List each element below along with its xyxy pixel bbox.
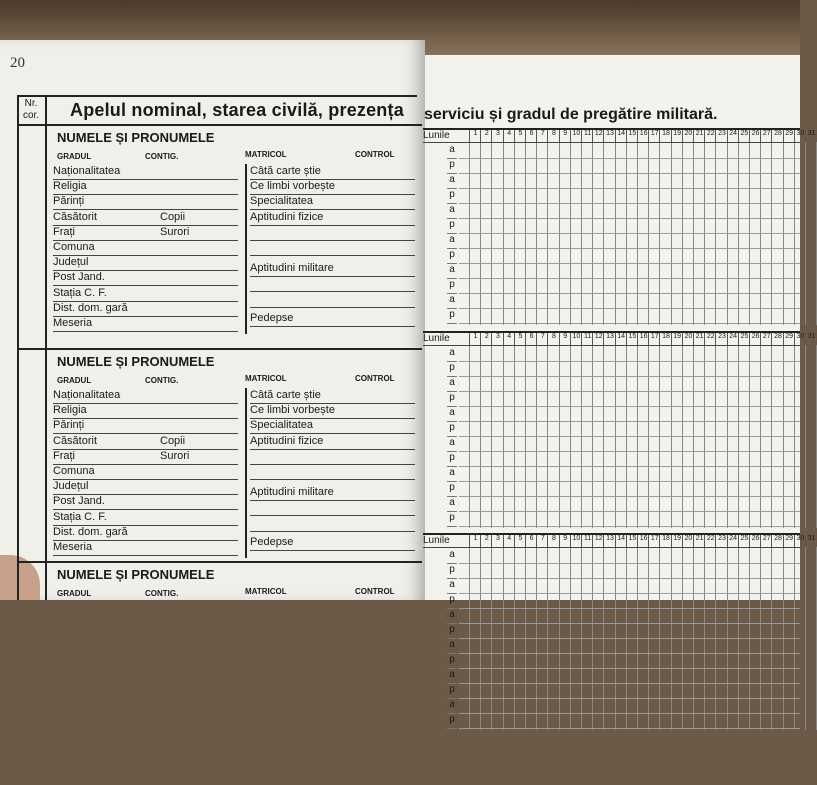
grid-row-line	[459, 698, 800, 699]
left-field-row	[53, 540, 238, 556]
grid-top-border	[423, 331, 800, 333]
control-label: CONTROL	[355, 587, 395, 596]
left-field-row	[53, 525, 238, 541]
grid-row-line	[459, 713, 800, 714]
day-number: 9	[559, 535, 571, 547]
grid-row-line	[459, 728, 800, 729]
left-field-label: Județul	[53, 256, 89, 269]
name-label: NUMELE ȘI PRONUMELE	[57, 354, 215, 369]
right-field-label: Câtă carte știe	[250, 389, 321, 401]
right-field-row	[250, 485, 415, 501]
day-number: 29	[783, 535, 795, 547]
left-field-row	[53, 449, 238, 465]
left-field-row	[53, 316, 238, 332]
matricol-label: MATRICOL	[245, 587, 287, 596]
day-number: 4	[503, 535, 515, 547]
left-field-label: Județul	[53, 480, 89, 493]
ap-cell: p	[447, 564, 457, 579]
grid-row-line	[459, 593, 800, 594]
grid-row-line	[459, 481, 800, 482]
day-number: 22	[704, 333, 716, 345]
right-field-row	[250, 535, 415, 551]
day-number: 28	[771, 535, 783, 547]
left-field-row	[53, 403, 238, 419]
left-field-row	[53, 164, 238, 180]
ap-cell: a	[447, 437, 457, 452]
day-number: 2	[480, 130, 492, 142]
day-number: 27	[760, 333, 772, 345]
ap-cell: a	[447, 264, 457, 279]
left-field-label: Meseria	[53, 317, 93, 329]
day-number: 10	[570, 535, 582, 547]
left-field-row	[53, 286, 238, 302]
record-block	[45, 565, 420, 785]
left-field-label: Naționalitatea	[53, 389, 121, 401]
matricol-label: MATRICOL	[245, 374, 287, 383]
left-field-row	[53, 479, 238, 495]
left-field-label: Religia	[53, 180, 87, 193]
left-field-label: Meseria	[53, 541, 93, 553]
day-number: 5	[514, 333, 526, 345]
right-field-row	[250, 500, 415, 516]
grid-row-line	[459, 683, 800, 684]
grid-row-line	[459, 406, 800, 407]
day-number: 30	[794, 535, 806, 547]
day-number: 21	[693, 535, 705, 547]
right-field-row	[250, 225, 415, 241]
ap-cell: p	[447, 392, 457, 407]
ap-cell: p	[447, 422, 457, 437]
ap-cell: a	[447, 549, 457, 564]
page-number: 20	[10, 55, 25, 71]
left-field-label: Comuna	[53, 465, 95, 477]
left-field-label: Dist. dom. gară	[53, 525, 128, 538]
day-number: 23	[715, 130, 727, 142]
ap-cell: p	[447, 482, 457, 497]
grid-row-line	[459, 436, 800, 437]
day-number: 19	[671, 130, 683, 142]
ap-cell: p	[447, 159, 457, 174]
day-number: 26	[749, 333, 761, 345]
day-number: 1	[469, 535, 481, 547]
ap-cell: a	[447, 144, 457, 159]
day-number: 12	[592, 333, 604, 345]
day-number: 30	[794, 333, 806, 345]
day-number: 16	[637, 130, 649, 142]
day-number: 10	[570, 333, 582, 345]
left-field-label: Căsătorit	[53, 434, 98, 447]
ap-cell: a	[447, 609, 457, 624]
right-field-row	[250, 179, 415, 195]
grid-row-line	[459, 263, 800, 264]
day-number: 9	[559, 130, 571, 142]
day-number: 29	[783, 333, 795, 345]
right-field-label: Ce limbi vorbește	[250, 404, 335, 417]
left-field-label: Căsătorit	[53, 210, 98, 223]
ap-cell: p	[447, 189, 457, 204]
gradul-label: GRADUL	[57, 152, 92, 161]
day-number: 24	[727, 535, 739, 547]
day-number: 6	[525, 535, 537, 547]
left-field-row	[53, 494, 238, 510]
block-separator	[17, 561, 422, 563]
day-number: 24	[727, 130, 739, 142]
block-separator	[17, 124, 422, 126]
field-divider	[245, 388, 247, 558]
grid-row-line	[459, 361, 800, 362]
grid-row-line	[459, 466, 800, 467]
grid-row-line	[459, 563, 800, 564]
grid-top-border	[423, 128, 800, 130]
day-number: 9	[559, 333, 571, 345]
day-number: 23	[715, 333, 727, 345]
left-field-label: Comuna	[53, 241, 95, 253]
day-number: 3	[491, 130, 503, 142]
right-field-label: Specialitatea	[250, 195, 313, 208]
left-field-row	[53, 240, 238, 256]
grid-row-line	[459, 578, 800, 579]
day-number: 16	[637, 333, 649, 345]
left-field-label: Părinți	[53, 195, 85, 208]
control-label: CONTROL	[355, 150, 395, 159]
page-title-left: Apelul nominal, starea civilă, prezența	[70, 100, 404, 120]
lunile-label: Lunile	[423, 333, 450, 344]
ap-cell: p	[447, 219, 457, 234]
day-number: 12	[592, 535, 604, 547]
ap-cell: a	[447, 467, 457, 482]
grid-row-line	[459, 653, 800, 654]
day-number: 25	[738, 130, 750, 142]
record-block	[45, 128, 420, 348]
left-field-label: Post Jand.	[53, 271, 105, 284]
day-number: 5	[514, 535, 526, 547]
right-field-row	[250, 194, 415, 210]
right-field-row	[250, 164, 415, 180]
day-number: 7	[536, 535, 548, 547]
attendance-grid	[423, 535, 816, 730]
ap-cell: a	[447, 497, 457, 512]
right-field-row	[250, 516, 415, 532]
contig-label: CONTIG.	[145, 376, 179, 385]
day-number: 31	[805, 130, 817, 142]
grid-row-line	[459, 496, 800, 497]
day-number: 20	[682, 535, 694, 547]
right-field-label: Pedepse	[250, 535, 294, 548]
right-field-row	[250, 311, 415, 327]
day-number: 26	[749, 130, 761, 142]
grid-row-line	[459, 173, 800, 174]
right-field-label: Specialitatea	[250, 419, 313, 432]
left-field-label: Frați	[53, 449, 75, 462]
day-number: 15	[626, 130, 638, 142]
day-number: 1	[469, 130, 481, 142]
grid-column-line	[805, 142, 806, 325]
day-number: 12	[592, 130, 604, 142]
day-number: 7	[536, 333, 548, 345]
ap-cell: a	[447, 377, 457, 392]
ap-cell: a	[447, 234, 457, 249]
left-field-row	[53, 418, 238, 434]
ap-cell: p	[447, 684, 457, 699]
ap-cell: p	[447, 279, 457, 294]
ap-cell: a	[447, 204, 457, 219]
day-number: 18	[659, 333, 671, 345]
right-field-row	[250, 240, 415, 256]
block-separator	[17, 348, 422, 350]
grid-row-line	[459, 293, 800, 294]
ap-cell: p	[447, 249, 457, 264]
attendance-grid	[423, 130, 816, 325]
right-field-row	[250, 261, 415, 277]
contig-label: CONTIG.	[145, 152, 179, 161]
ap-cell: p	[447, 624, 457, 639]
day-number: 10	[570, 130, 582, 142]
right-field-row	[250, 388, 415, 404]
day-number: 28	[771, 333, 783, 345]
grid-row-line	[459, 248, 800, 249]
ap-cell: p	[447, 309, 457, 324]
contig-label: CONTIG.	[145, 589, 179, 598]
ap-cell: a	[447, 174, 457, 189]
day-number: 29	[783, 130, 795, 142]
day-number: 6	[525, 130, 537, 142]
ap-cell: a	[447, 669, 457, 684]
day-number: 4	[503, 130, 515, 142]
grid-row-line	[459, 623, 800, 624]
right-field-row	[250, 403, 415, 419]
ap-cell: p	[447, 654, 457, 669]
day-number: 27	[760, 535, 772, 547]
day-number: 2	[480, 535, 492, 547]
grid-top-border	[423, 533, 800, 535]
grid-row-line	[459, 323, 800, 324]
grid-row-line	[459, 391, 800, 392]
attendance-grid	[423, 333, 816, 528]
grid-row-line	[459, 376, 800, 377]
left-field-row	[53, 255, 238, 271]
gradul-label: GRADUL	[57, 376, 92, 385]
day-number: 17	[648, 130, 660, 142]
day-number: 3	[491, 333, 503, 345]
day-number: 13	[603, 333, 615, 345]
day-number: 8	[547, 535, 559, 547]
day-number: 23	[715, 535, 727, 547]
grid-row-line	[459, 218, 800, 219]
day-number: 19	[671, 535, 683, 547]
left-field-label: Stația C. F.	[53, 510, 107, 523]
day-number: 14	[615, 535, 627, 547]
left-field-row	[53, 194, 238, 210]
ap-cell: p	[447, 362, 457, 377]
ap-cell: p	[447, 452, 457, 467]
grid-column-line	[805, 547, 806, 730]
grid-header-line	[423, 142, 800, 143]
surori-label: Surori	[160, 225, 190, 238]
day-number: 8	[547, 333, 559, 345]
copii-label: Copii	[160, 434, 186, 447]
grid-row-line	[459, 308, 800, 309]
ap-cell: a	[447, 294, 457, 309]
right-field-label: Pedepse	[250, 311, 294, 324]
right-field-row	[250, 418, 415, 434]
ap-cell: p	[447, 512, 457, 527]
ap-cell: a	[447, 639, 457, 654]
left-field-label: Naționalitatea	[53, 165, 121, 177]
grid-header-line	[423, 345, 800, 346]
left-field-row	[53, 179, 238, 195]
nr-cor-header: Nr. cor.	[22, 98, 40, 121]
ap-cell: a	[447, 579, 457, 594]
day-number: 13	[603, 130, 615, 142]
day-number: 6	[525, 333, 537, 345]
lunile-label: Lunile	[423, 130, 450, 141]
surori-label: Surori	[160, 449, 190, 462]
day-number: 20	[682, 333, 694, 345]
grid-column-line	[805, 345, 806, 528]
day-number: 25	[738, 535, 750, 547]
day-number: 18	[659, 535, 671, 547]
ap-cell: p	[447, 714, 457, 729]
day-number: 18	[659, 130, 671, 142]
left-field-row	[53, 301, 238, 317]
right-field-row	[250, 434, 415, 450]
day-number: 11	[581, 130, 593, 142]
right-field-row	[250, 449, 415, 465]
right-field-label: Ce limbi vorbește	[250, 180, 335, 193]
day-number: 5	[514, 130, 526, 142]
left-field-row	[53, 270, 238, 286]
right-field-row	[250, 464, 415, 480]
grid-header-line	[423, 547, 800, 548]
day-number: 16	[637, 535, 649, 547]
right-field-label: Aptitudini fizice	[250, 210, 324, 223]
day-number: 24	[727, 333, 739, 345]
day-number: 7	[536, 130, 548, 142]
field-divider	[245, 164, 247, 334]
grid-row-line	[459, 451, 800, 452]
right-field-label: Aptitudini fizice	[250, 434, 324, 447]
right-field-label: Aptitudini militare	[250, 486, 334, 499]
day-number: 31	[805, 535, 817, 547]
grid-row-line	[459, 668, 800, 669]
day-number: 13	[603, 535, 615, 547]
left-field-row	[53, 464, 238, 480]
grid-row-line	[459, 158, 800, 159]
left-field-row	[53, 510, 238, 526]
grid-row-line	[459, 188, 800, 189]
day-number: 20	[682, 130, 694, 142]
left-field-row	[53, 434, 238, 450]
name-label: NUMELE ȘI PRONUMELE	[57, 567, 215, 582]
grid-row-line	[459, 421, 800, 422]
page-title-right: serviciu și gradul de pregătire militară.	[424, 106, 718, 123]
grid-row-line	[459, 638, 800, 639]
day-number: 14	[615, 130, 627, 142]
left-field-row	[53, 225, 238, 241]
day-number: 22	[704, 535, 716, 547]
gradul-label: GRADUL	[57, 589, 92, 598]
left-field-label: Stația C. F.	[53, 286, 107, 299]
left-field-row	[53, 210, 238, 226]
day-number: 11	[581, 333, 593, 345]
record-block	[45, 352, 420, 572]
day-number: 2	[480, 333, 492, 345]
ap-cell: p	[447, 594, 457, 609]
left-field-label: Părinți	[53, 419, 85, 432]
day-number: 22	[704, 130, 716, 142]
day-number: 15	[626, 333, 638, 345]
day-number: 4	[503, 333, 515, 345]
day-number: 19	[671, 333, 683, 345]
grid-row-line	[459, 608, 800, 609]
day-number: 15	[626, 535, 638, 547]
day-number: 17	[648, 333, 660, 345]
day-number: 1	[469, 333, 481, 345]
right-field-row	[250, 276, 415, 292]
control-label: CONTROL	[355, 374, 395, 383]
day-number: 8	[547, 130, 559, 142]
table-top-border	[17, 95, 417, 97]
day-number: 25	[738, 333, 750, 345]
left-field-label: Frați	[53, 225, 75, 238]
ap-cell: a	[447, 407, 457, 422]
grid-row-line	[459, 511, 800, 512]
day-number: 31	[805, 333, 817, 345]
day-number: 17	[648, 535, 660, 547]
left-field-row	[53, 388, 238, 404]
ap-cell: a	[447, 699, 457, 714]
day-number: 21	[693, 130, 705, 142]
right-field-row	[250, 292, 415, 308]
ap-cell: a	[447, 347, 457, 362]
day-number: 30	[794, 130, 806, 142]
right-field-label: Aptitudini militare	[250, 262, 334, 275]
copii-label: Copii	[160, 210, 186, 223]
day-number: 14	[615, 333, 627, 345]
day-number: 3	[491, 535, 503, 547]
grid-row-line	[459, 233, 800, 234]
matricol-label: MATRICOL	[245, 150, 287, 159]
day-number: 27	[760, 130, 772, 142]
right-field-row	[250, 210, 415, 226]
grid-row-line	[459, 526, 800, 527]
name-label: NUMELE ȘI PRONUMELE	[57, 130, 215, 145]
day-number: 11	[581, 535, 593, 547]
left-field-label: Religia	[53, 404, 87, 417]
left-field-label: Post Jand.	[53, 495, 105, 508]
lunile-label: Lunile	[423, 535, 450, 546]
grid-row-line	[459, 278, 800, 279]
right-field-label: Câtă carte știe	[250, 165, 321, 177]
grid-row-line	[459, 203, 800, 204]
day-number: 21	[693, 333, 705, 345]
day-number: 26	[749, 535, 761, 547]
left-field-label: Dist. dom. gară	[53, 301, 128, 314]
day-number: 28	[771, 130, 783, 142]
